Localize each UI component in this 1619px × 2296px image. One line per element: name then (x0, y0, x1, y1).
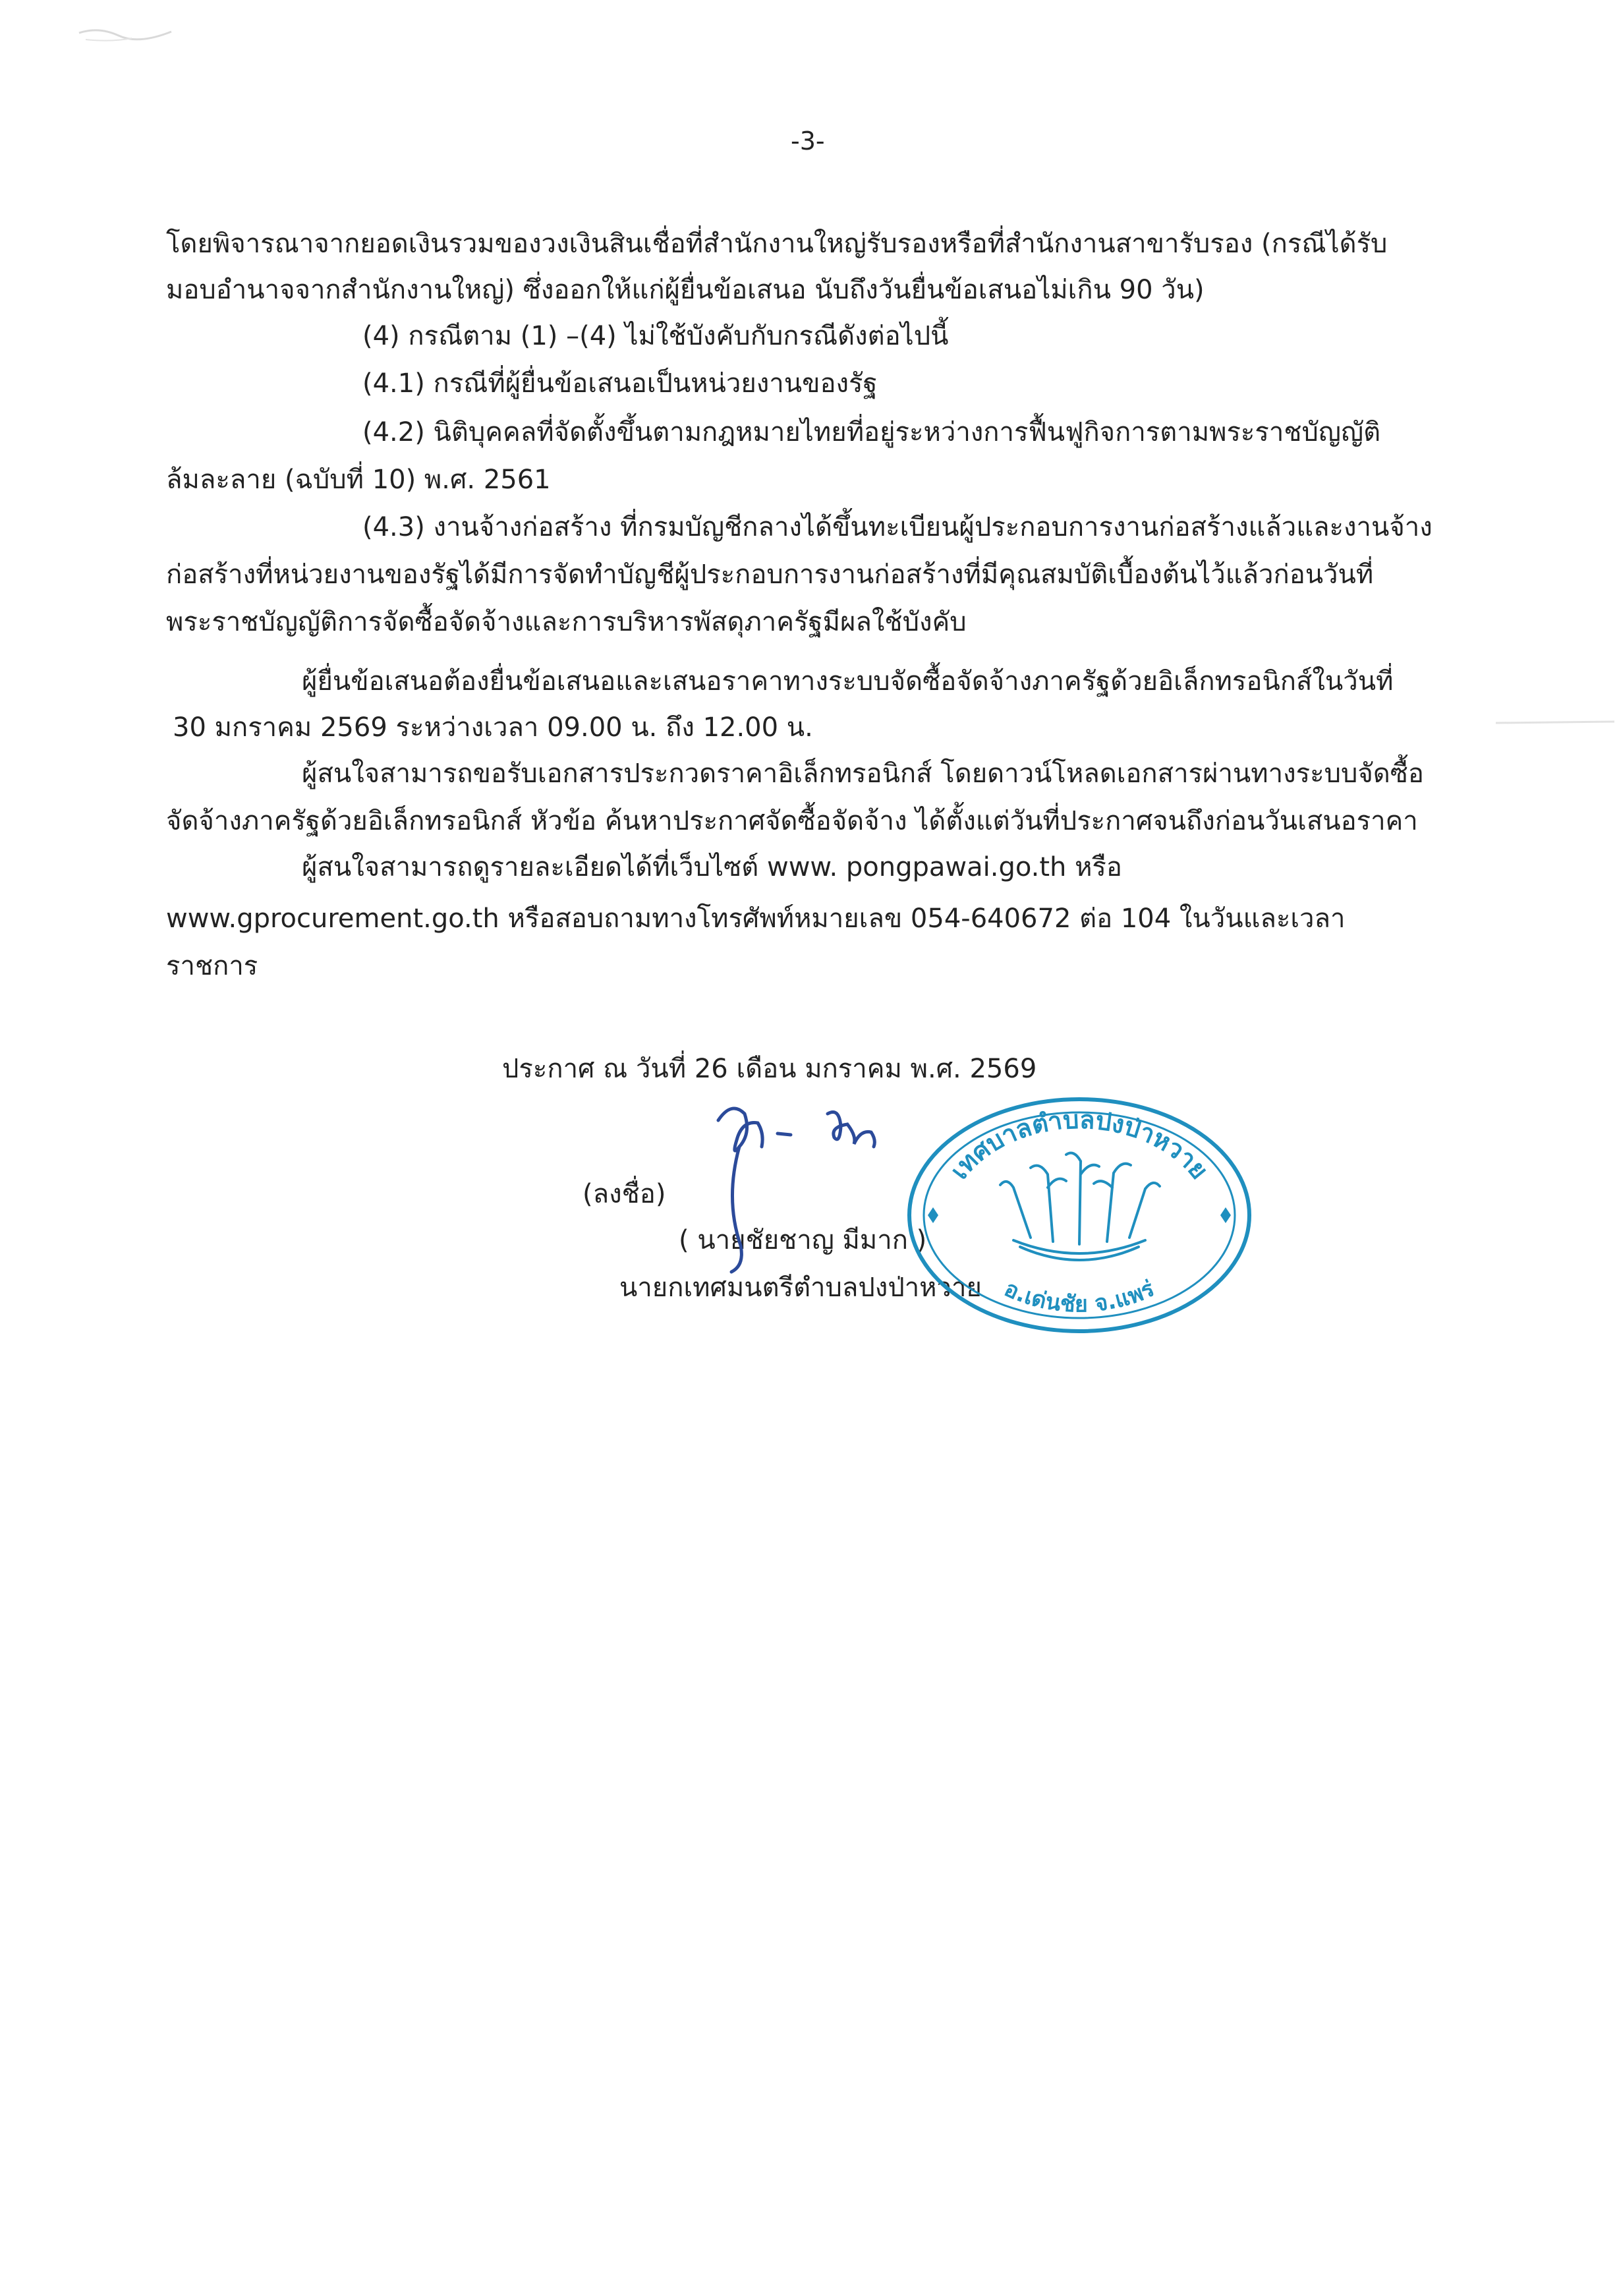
municipality-seal (901, 1089, 1257, 1339)
body-line: ผู้สนใจสามารถดูรายละเอียดได้ที่เว็บไซต์ www. pongpawai.go.th หรือ (302, 852, 1122, 882)
seal-bottom-text: อ.เด่นชัย จ.แพร่ (1000, 1275, 1159, 1318)
seal-top-text: เทศบาลตำบลปงป่าหวาย (944, 1105, 1214, 1185)
sign-label: (ลงชื่อ) (582, 1179, 666, 1209)
page-number: -3- (791, 127, 825, 156)
body-line: ล้มละลาย (ฉบับที่ 10) พ.ศ. 2561 (166, 465, 551, 495)
body-line: มอบอำนาจจากสำนักงานใหญ่) ซึ่งออกให้แก่ผู้ยื่นข้อเสนอ นับถึงวันยื่นข้อเสนอไม่เกิน 90 วัน) (166, 275, 1205, 305)
body-line: โดยพิจารณาจากยอดเงินรวมของวงเงินสินเชื่อที่สำนักงานใหญ่รับรองหรือที่สำนักงานสาขารับรอง (กรณีได้รับ (166, 229, 1388, 259)
signer-position: นายกเทศมนตรีตำบลปงป่าหวาย (619, 1273, 982, 1303)
body-line: ราชการ (166, 951, 258, 981)
scan-artifact (72, 13, 178, 53)
body-line: (4) กรณีตาม (1) –(4) ไม่ใช้บังคับกับกรณีดังต่อไปนี้ (362, 321, 949, 351)
announcement-date: ประกาศ ณ วันที่ 26 เดือน มกราคม พ.ศ. 2569 (502, 1054, 1037, 1084)
scan-artifact (1496, 718, 1614, 728)
body-line: ก่อสร้างที่หน่วยงานของรัฐได้มีการจัดทำบัญชีผู้ประกอบการงานก่อสร้างที่มีคุณสมบัติเบื้องต้นไว้แล้วก่อนวันที่ (166, 560, 1374, 590)
body-line: 30 มกราคม 2569 ระหว่างเวลา 09.00 น. ถึง 12.00 น. (173, 712, 813, 743)
handwritten-signature (698, 1094, 936, 1292)
body-line: (4.3) งานจ้างก่อสร้าง ที่กรมบัญชีกลางได้ขึ้นทะเบียนผู้ประกอบการงานก่อสร้างแล้วและงานจ้าง (362, 512, 1433, 542)
body-line: พระราชบัญญัติการจัดซื้อจัดจ้างและการบริหารพัสดุภาครัฐมีผลใช้บังคับ (166, 607, 967, 637)
body-line: ผู้ยื่นข้อเสนอต้องยื่นข้อเสนอและเสนอราคาทางระบบจัดซื้อจัดจ้างภาครัฐด้วยอิเล็กทรอนิกส์ในวันที่ (302, 666, 1394, 697)
body-line: www.gprocurement.go.th หรือสอบถามทางโทรศัพท์หมายเลข 054-640672 ต่อ 104 ในวันและเวลา (166, 904, 1346, 934)
body-line: (4.2) นิติบุคคลที่จัดตั้งขึ้นตามกฎหมายไทยที่อยู่ระหว่างการฟื้นฟูกิจการตามพระราชบัญญัติ (362, 417, 1381, 447)
body-line: ผู้สนใจสามารถขอรับเอกสารประกวดราคาอิเล็กทรอนิกส์ โดยดาวน์โหลดเอกสารผ่านทางระบบจัดซื้อ (302, 759, 1424, 789)
body-line: จัดจ้างภาครัฐด้วยอิเล็กทรอนิกส์ หัวข้อ ค้นหาประกาศจัดซื้อจัดจ้าง ได้ตั้งแต่วันที่ประกาศจนถึงก่อนวันเสนอราคา (166, 806, 1418, 836)
body-line: (4.1) กรณีที่ผู้ยื่นข้อเสนอเป็นหน่วยงานของรัฐ (362, 368, 878, 399)
signer-name: ( นายชัยชาญ มีมาก ) (679, 1225, 927, 1255)
